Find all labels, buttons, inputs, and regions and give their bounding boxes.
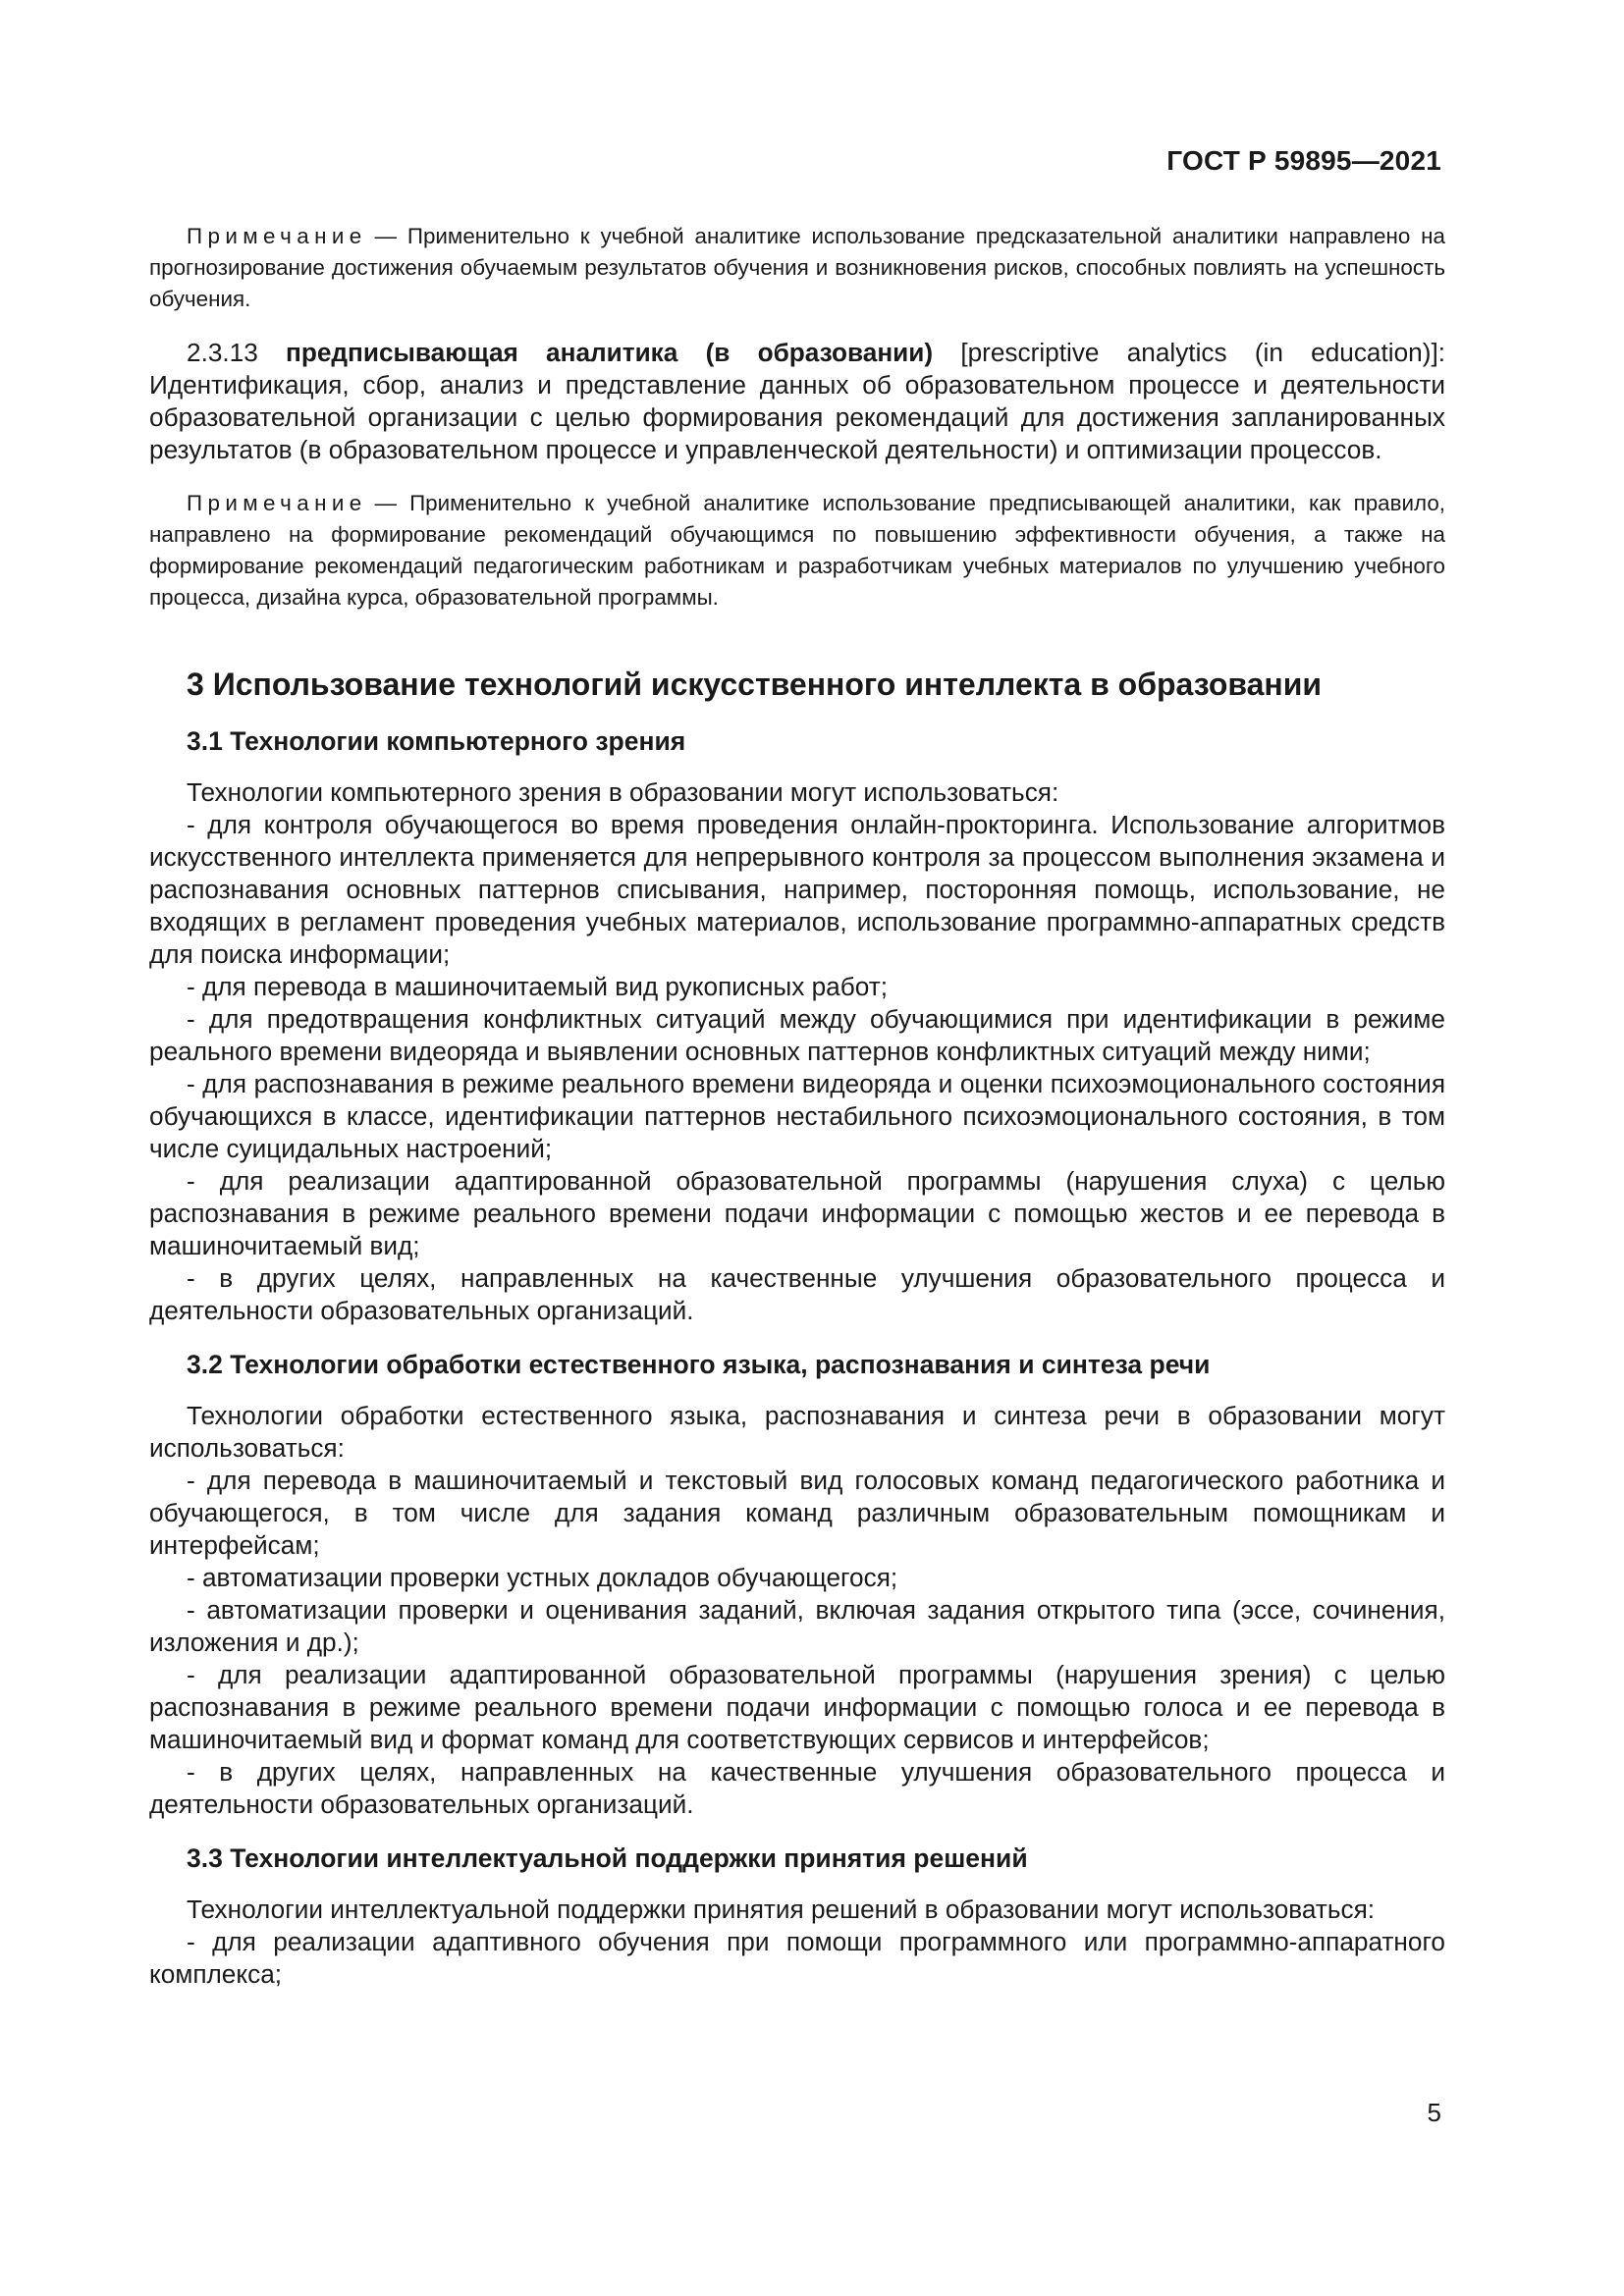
note-label: Примечание xyxy=(187,224,367,248)
document-body xyxy=(149,221,1445,1991)
term-definition-2-3-13 xyxy=(149,337,1445,466)
list-item: - автоматизации проверки устных докладов обучающегося; xyxy=(187,1563,898,1592)
list-item: - для реализации адаптированной образовательной программы (нарушения слуха) с целью распознавания в режиме реального времени подачи информации с помощью жестов и ее перевода в машиночитаемый вид; xyxy=(149,1166,1445,1260)
subsection-heading: 3.2 Технологии обработки естественного языка, распознавания и синтеза речи xyxy=(187,1350,1211,1379)
list-item: - для реализации адаптивного обучения при помощи программного или программно-аппаратного комплекса; xyxy=(149,1927,1445,1989)
note-paragraph xyxy=(149,221,1445,315)
note-label: Примечание xyxy=(187,491,367,515)
section-heading: 3 Использование технологий искусственного интеллекта в образовании xyxy=(187,667,1323,702)
list-item: - в других целях, направленных на качественные улучшения образовательного процесса и деятельности образовательных организаций. xyxy=(149,1263,1445,1325)
clause-number: 2.3.13 xyxy=(187,338,258,367)
list-item: - для перевода в машиночитаемый и текстовый вид голосовых команд педагогического работника и обучающегося, в том числе для задания команд различным образовательным помощникам и интерфейсам; xyxy=(149,1466,1445,1560)
list-item: - для перевода в машиночитаемый вид рукописных работ; xyxy=(187,972,889,1001)
note-text: — Применительно к учебной аналитике использование предписывающей аналитики, как правило, направлено на формирование рекомендаций обучающимся по повышению эффективности обучения, а также на формирование рекомендаций педагогическим работникам и разработчикам учебных материалов по улучшению учебного процесса, дизайна курса, образовательной программы. xyxy=(149,491,1445,610)
subsection-heading: 3.1 Технологии компьютерного зрения xyxy=(187,726,686,756)
subsection-intro: Технологии компьютерного зрения в образовании могут использоваться: xyxy=(187,777,1059,807)
list-item: - в других целях, направленных на качественные улучшения образовательного процесса и деятельности образовательных организаций. xyxy=(149,1757,1445,1819)
subsection-intro: Технологии интеллектуальной поддержки принятия решений в образовании могут использоваться: xyxy=(187,1895,1376,1924)
list-item: - для предотвращения конфликтных ситуаций между обучающимися при идентификации в режиме реального времени видеоряда и выявлении основных паттернов конфликтных ситуаций между ними; xyxy=(149,1004,1445,1066)
standard-id-header: ГОСТ Р 59895—2021 xyxy=(1166,145,1441,176)
page-number: 5 xyxy=(1427,2098,1441,2127)
list-item: - автоматизации проверки и оценивания заданий, включая задания открытого типа (эссе, сочинения, изложения и др.); xyxy=(149,1595,1445,1657)
english-term: [prescriptive analytics (in education)]: xyxy=(960,338,1445,367)
subsection-heading: 3.3 Технологии интеллектуальной поддержки принятия решений xyxy=(187,1843,1028,1873)
note-text: — Применительно к учебной аналитике использование предсказательной аналитики направлено на прогнозирование достижения обучаемым результатов обучения и возникновения рисков, способных повлиять на успешность обучения. xyxy=(149,224,1445,311)
term-definition: Идентификация, сбор, анализ и представление данных об образовательном процессе и деятельности образовательной организации с целью формирования рекомендаций для достижения запланированных результатов (в образовательном процессе и управленческой деятельности) и оптимизации процессов. xyxy=(149,370,1445,464)
term-name: предписывающая аналитика (в образовании) xyxy=(286,338,934,367)
subsection-intro: Технологии обработки естественного языка, распознавания и синтеза речи в образовании могут использоваться: xyxy=(149,1401,1445,1463)
note-paragraph xyxy=(149,488,1445,614)
list-item: - для реализации адаптированной образовательной программы (нарушения зрения) с целью распознавания в режиме реального времени подачи информации с помощью голоса и ее перевода в машиночитаемый вид и формат команд для соответствующих сервисов и интерфейсов; xyxy=(149,1660,1445,1754)
list-item: - для контроля обучающегося во время проведения онлайн-прокторинга. Использование алгоритмов искусственного интеллекта применяется для непрерывного контроля за процессом выполнения экзамена и распознавания основных паттернов списывания, например, посторонняя помощь, использование, не входящих в регламент проведения учебных материалов, использование программно-аппаратных средств для поиска информации; xyxy=(149,810,1445,969)
list-item: - для распознавания в режиме реального времени видеоряда и оценки психоэмоционального состояния обучающихся в классе, идентификации паттернов нестабильного психоэмоционального состояния, в том числе суицидальных настроений; xyxy=(149,1069,1445,1163)
